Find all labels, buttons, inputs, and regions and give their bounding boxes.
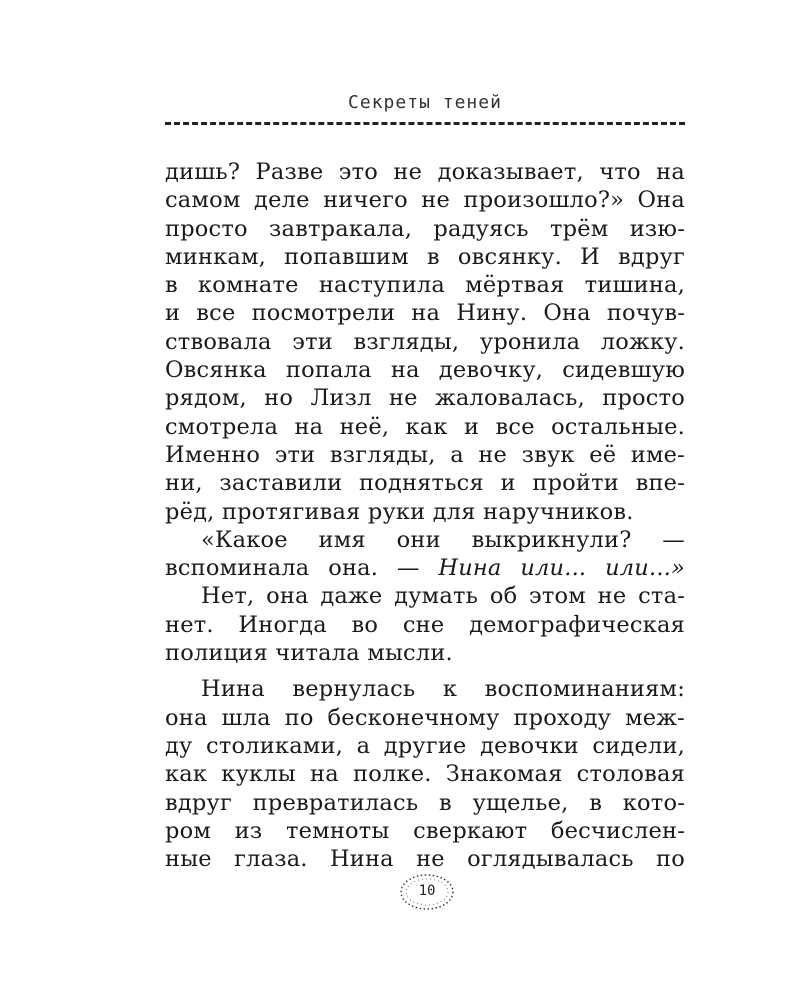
text-line: рядом, но Лизл не жаловалась, просто bbox=[165, 385, 685, 412]
text-line: самом деле ничего не произошло?» Она bbox=[165, 187, 685, 214]
text-line bbox=[165, 554, 685, 582]
text-line: как куклы на полке. Знакомая столовая bbox=[165, 761, 685, 788]
text-line: ствовала эти взгляды, уронила ложку. bbox=[165, 328, 685, 355]
text-line: и все посмотрели на Нину. Она почув- bbox=[165, 300, 685, 327]
header-rule bbox=[165, 122, 685, 125]
text-line: просто завтракала, радуясь трём изю- bbox=[165, 215, 685, 242]
text-line: рёд, протягивая руки для наручников. bbox=[165, 498, 634, 525]
text-line: нет. Иногда во сне демографическая bbox=[165, 611, 685, 638]
text-line: Овсянка попала на девочку, сидевшую bbox=[165, 357, 685, 384]
text-span: вспоминала она. — bbox=[165, 555, 439, 582]
text-line: «Какое имя они выкрикнули? — bbox=[201, 526, 685, 553]
text-line: ные глаза. Нина не оглядывалась по bbox=[165, 846, 685, 873]
running-head: Секреты теней bbox=[348, 92, 502, 113]
text-line: Нина вернулась к воспоминаниям: bbox=[201, 676, 685, 703]
text-line: ни, заставили подняться и пройти впе- bbox=[165, 470, 685, 497]
text-line: ром из темноты сверкают бесчислен- bbox=[165, 817, 685, 844]
text-line: она шла по бесконечному проходу меж- bbox=[165, 704, 685, 731]
text-line: Нет, она даже думать об этом не ста- bbox=[201, 583, 685, 610]
text-line: полиция читала мысли. bbox=[165, 640, 453, 667]
text-line: дишь? Разве это не доказывает, что на bbox=[165, 159, 685, 185]
text-line: Именно эти взгляды, а не звук её име- bbox=[165, 441, 685, 468]
page-number: 10 bbox=[418, 883, 436, 899]
text-line: ду столиками, а другие девочки сидели, bbox=[165, 732, 685, 759]
text-line: в комнате наступила мёртвая тишина, bbox=[165, 272, 685, 299]
page-number-ornament bbox=[398, 872, 456, 912]
text-line: минкам, попавшим в овсянку. И вдруг bbox=[165, 243, 685, 270]
italic-text-span: Нина или... или...» bbox=[438, 555, 685, 582]
text-line: вдруг превратилась в ущелье, в кото- bbox=[165, 789, 685, 816]
text-line: смотрела на неё, как и все остальные. bbox=[165, 413, 685, 440]
body-text bbox=[165, 158, 685, 873]
